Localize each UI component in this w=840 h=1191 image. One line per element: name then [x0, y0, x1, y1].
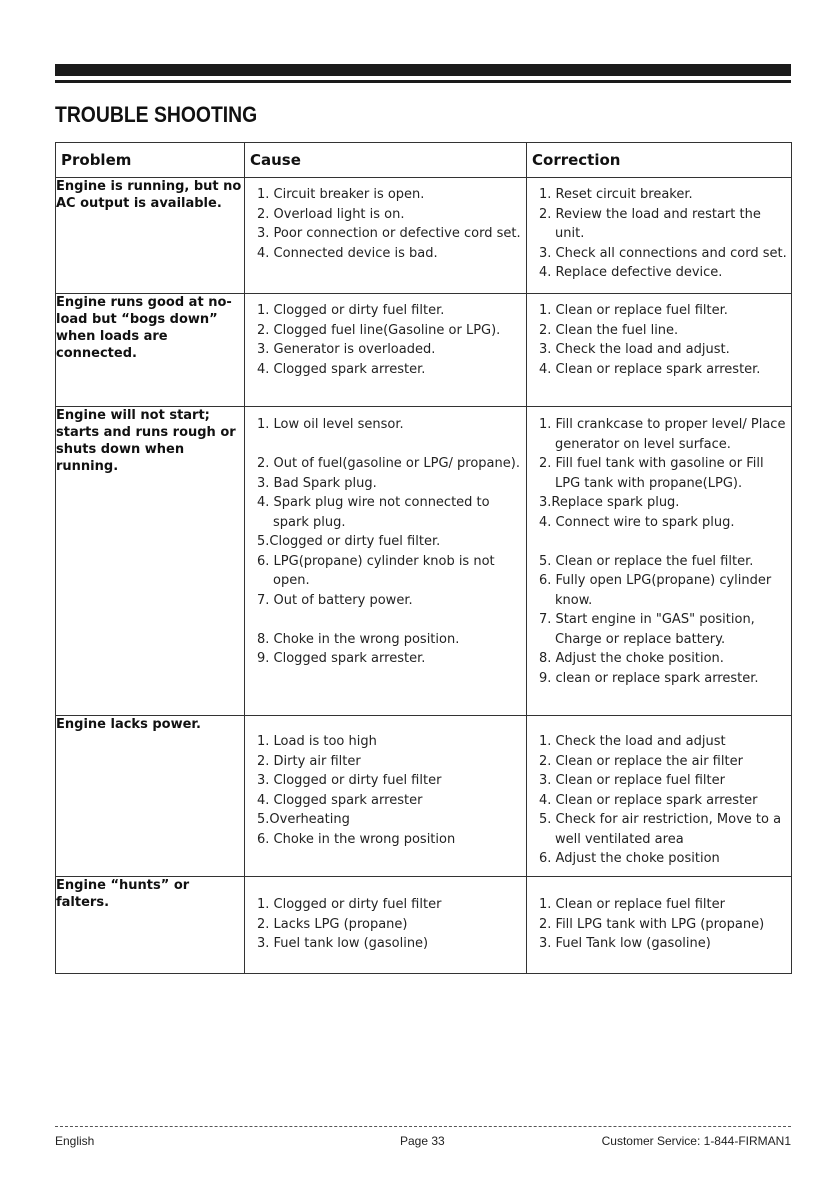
- list-item: 4. Connect wire to spark plug.: [539, 514, 735, 530]
- list-item: 2. Dirty air filter: [257, 753, 361, 769]
- list-item: 4. Clogged spark arrester.: [257, 361, 426, 377]
- header-bar: [55, 64, 791, 76]
- problem-cell: Engine is running, but no AC output is available.: [56, 178, 245, 294]
- list-item: 4. Spark plug wire not connected to spark plug.: [257, 495, 490, 530]
- table-row: [56, 178, 792, 294]
- header-rule: [55, 80, 791, 83]
- list-item: 2. Out of fuel(gasoline or LPG/ propane).: [257, 456, 520, 471]
- list-item: 2. Overload light is on.: [257, 206, 405, 222]
- list-item: 4. Clogged spark arrester: [257, 792, 423, 808]
- list-item: 9. clean or replace spark arrester.: [539, 670, 759, 686]
- list-item: [527, 532, 791, 552]
- list-item: 6. Fully open LPG(propane) cylinder know.: [539, 573, 772, 608]
- list-item: 3. Fuel Tank low (gasoline): [539, 936, 711, 951]
- list-item: 2. Fill fuel tank with gasoline or Fill LPG tank with propane(LPG).: [539, 456, 764, 491]
- list-item: 1. Clean or replace fuel filter.: [539, 303, 728, 318]
- cause-cell: [245, 407, 527, 716]
- list-item: 1. Load is too high: [257, 734, 377, 749]
- problem-cell: Engine runs good at no-load but “bogs down” when loads are connected.: [56, 294, 245, 407]
- list-item: 3. Check all connections and cord set.: [539, 245, 787, 261]
- header-correction: Correction: [527, 143, 792, 178]
- correction-cell: [527, 407, 792, 716]
- list-item: 3. Generator is overloaded.: [257, 342, 436, 357]
- header-cause: Cause: [245, 143, 527, 178]
- list-item: 1. Reset circuit breaker.: [539, 187, 693, 202]
- list-item: 9. Clogged spark arrester.: [257, 651, 426, 666]
- list-item: 3. Poor connection or defective cord set.: [257, 226, 521, 241]
- list-item: 2. Clogged fuel line(Gasoline or LPG).: [257, 322, 501, 338]
- list-item: 6. LPG(propane) cylinder knob is not open.: [257, 553, 495, 588]
- list-item: 1. Circuit breaker is open.: [257, 187, 425, 202]
- list-item: 1. Clean or replace fuel filter: [539, 897, 725, 912]
- correction-cell: [527, 178, 792, 294]
- list-item: 2. Review the load and restart the unit.: [539, 206, 761, 241]
- list-item: 5.Overheating: [257, 812, 350, 827]
- list-item: 4. Clean or replace spark arrester.: [539, 361, 761, 377]
- cause-cell: [245, 716, 527, 877]
- list-item: 1. Fill crankcase to proper level/ Place generator on level surface.: [539, 417, 786, 452]
- problem-cell: Engine “hunts” or falters.: [56, 877, 245, 974]
- list-item: [245, 610, 526, 630]
- list-item: 2. Clean or replace the air filter: [539, 753, 743, 769]
- correction-cell: [527, 877, 792, 974]
- list-item: 4. Connected device is bad.: [257, 245, 438, 261]
- problem-cell: Engine lacks power.: [56, 716, 245, 877]
- list-item: 7. Start engine in "GAS" position, Charge or replace battery.: [539, 612, 755, 647]
- footer-language: English: [55, 1134, 95, 1148]
- cause-cell: [245, 294, 527, 407]
- list-item: 6. Choke in the wrong position: [257, 831, 456, 847]
- troubleshooting-table: [55, 142, 792, 974]
- page-number: Page 33: [400, 1134, 445, 1148]
- list-item: 3. Clogged or dirty fuel filter: [257, 773, 442, 788]
- cause-cell: [245, 877, 527, 974]
- table-header-row: [56, 143, 792, 178]
- footer-rule: [55, 1126, 791, 1127]
- list-item: 3. Check the load and adjust.: [539, 342, 730, 357]
- list-item: 4. Clean or replace spark arrester: [539, 792, 758, 808]
- list-item: 3. Bad Spark plug.: [257, 475, 377, 491]
- list-item: 2. Fill LPG tank with LPG (propane): [539, 916, 765, 932]
- problem-cell: Engine will not start; starts and runs rough or shuts down when running.: [56, 407, 245, 716]
- list-item: 7. Out of battery power.: [257, 592, 413, 608]
- list-item: 3. Clean or replace fuel filter: [539, 773, 725, 788]
- list-item: 8. Adjust the choke position.: [539, 651, 724, 666]
- list-item: 1. Check the load and adjust: [539, 734, 726, 749]
- list-item: 5. Clean or replace the fuel filter.: [539, 553, 754, 569]
- header-problem: Problem: [56, 143, 245, 178]
- list-item: 5. Check for air restriction, Move to a well ventilated area: [539, 812, 782, 847]
- table-row: [56, 877, 792, 974]
- table-row: [56, 407, 792, 716]
- correction-cell: [527, 716, 792, 877]
- list-item: 2. Clean the fuel line.: [539, 322, 679, 338]
- correction-cell: [527, 294, 792, 407]
- list-item: 6. Adjust the choke position: [539, 851, 720, 866]
- list-item: 8. Choke in the wrong position.: [257, 631, 460, 647]
- list-item: 1. Clogged or dirty fuel filter.: [257, 303, 445, 318]
- list-item: 5.Clogged or dirty fuel filter.: [257, 534, 441, 549]
- list-item: 1. Clogged or dirty fuel filter: [257, 897, 442, 912]
- list-item: 3.Replace spark plug.: [539, 495, 680, 510]
- table-row: [56, 294, 792, 407]
- list-item: 2. Lacks LPG (propane): [257, 916, 408, 932]
- page-title: TROUBLE SHOOTING: [55, 102, 258, 127]
- table-row: [56, 716, 792, 877]
- list-item: [245, 435, 526, 455]
- list-item: 1. Low oil level sensor.: [257, 417, 404, 432]
- list-item: 3. Fuel tank low (gasoline): [257, 936, 429, 951]
- cause-cell: [245, 178, 527, 294]
- list-item: 4. Replace defective device.: [539, 265, 723, 280]
- customer-service: Customer Service: 1-844-FIRMAN1: [601, 1134, 791, 1148]
